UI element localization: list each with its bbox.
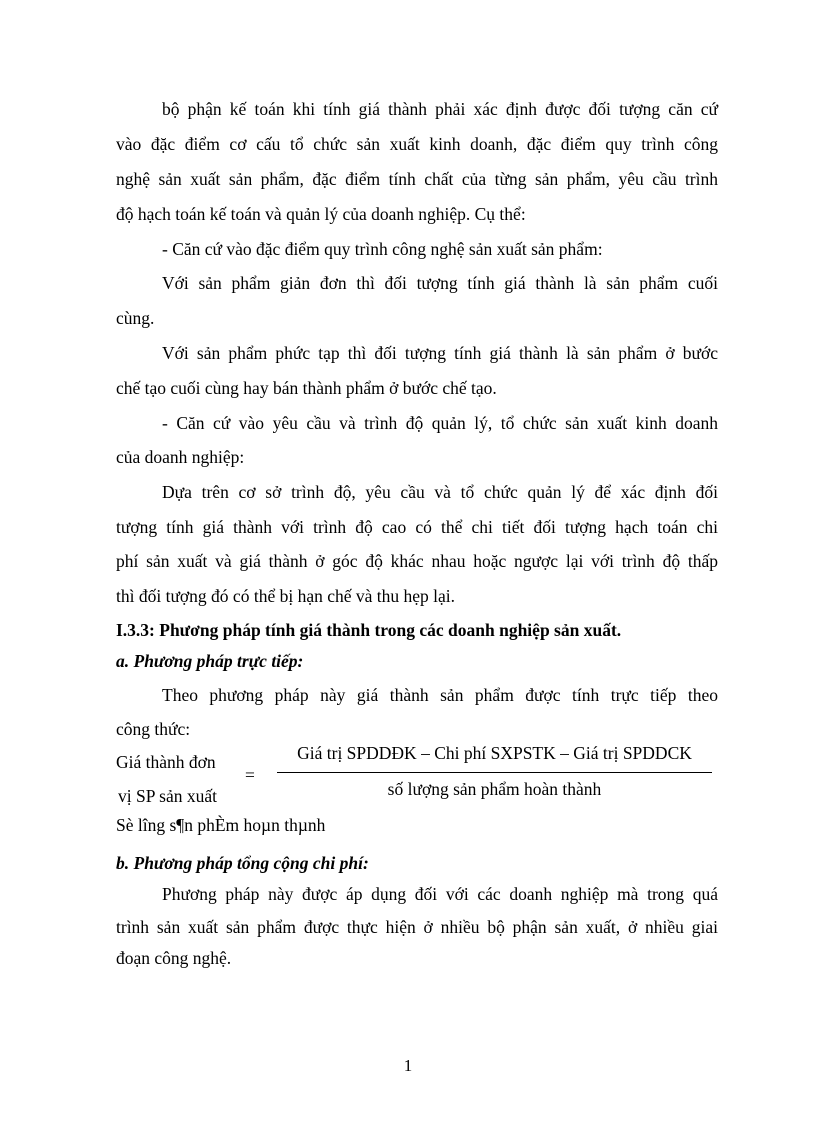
formula-numerator: Giá trị SPDDĐK – Chi phí SXPSTK – Giá trị SPDDCK	[297, 743, 692, 763]
paragraph-line: của doanh nghiệp:	[116, 447, 245, 467]
paragraph-line: Với sản phẩm giản đơn thì đối tượng tính giá thành là sản phẩm cuối	[162, 273, 718, 293]
paragraph-line: Phương pháp này được áp dụng đối với các doanh nghiệp mà trong quá	[162, 884, 718, 904]
formula-lhs-line-1: Giá thành đơn	[116, 752, 216, 772]
paragraph-line: cùng.	[116, 308, 155, 328]
paragraph-line: vào đặc điểm cơ cấu tổ chức sản xuất kinh doanh, đặc điểm quy trình công	[116, 134, 718, 154]
paragraph-line: phí sản xuất và giá thành ở góc độ khác nhau hoặc ngược lại với trình độ thấp	[116, 551, 718, 571]
page-number: 1	[403, 1056, 413, 1075]
subsection-heading-b: b. Phương pháp tổng cộng chi phí:	[116, 853, 369, 873]
paragraph-line: trình sản xuất sản phẩm được thực hiện ở nhiều bộ phận sản xuất, ở nhiều giai	[116, 917, 718, 937]
garbled-text-line: Sè lîng s¶n phÈm hoµn thµnh	[116, 815, 326, 835]
fraction-bar	[277, 772, 712, 773]
paragraph-line: đoạn công nghệ.	[116, 948, 232, 968]
formula-lhs-line-2: vị SP sản xuất	[118, 786, 218, 806]
formula-equals-sign: =	[245, 765, 255, 785]
paragraph-line: chế tạo cuối cùng hay bán thành phẩm ở bước chế tạo.	[116, 378, 497, 398]
paragraph-line: độ hạch toán kế toán và quản lý của doanh nghiệp. Cụ thể:	[116, 204, 526, 224]
paragraph-line: bộ phận kế toán khi tính giá thành phải xác định được đối tượng căn cứ	[162, 99, 718, 119]
paragraph-line: Với sản phẩm phức tạp thì đối tượng tính giá thành là sản phẩm ở bước	[162, 343, 718, 363]
paragraph-line: - Căn cứ vào yêu cầu và trình độ quản lý, tổ chức sản xuất kinh doanh	[162, 413, 718, 433]
paragraph-line: tượng tính giá thành với trình độ cao có thể chi tiết đối tượng hạch toán chi	[116, 517, 718, 537]
paragraph-line: công thức:	[116, 719, 191, 739]
paragraph-line: nghệ sản xuất sản phẩm, đặc điểm tính chất của từng sản phẩm, yêu cầu trình	[116, 169, 718, 189]
paragraph-line: thì đối tượng đó có thể bị hạn chế và thu hẹp lại.	[116, 586, 456, 606]
formula-denominator: số lượng sản phẩm hoàn thành	[387, 779, 602, 799]
paragraph-line: - Căn cứ vào đặc điểm quy trình công nghệ sản xuất sản phẩm:	[162, 239, 603, 259]
paragraph-line: Dựa trên cơ sở trình độ, yêu cầu và tổ chức quản lý để xác định đối	[162, 482, 718, 502]
paragraph-line: Theo phương pháp này giá thành sản phẩm được tính trực tiếp theo	[162, 685, 718, 705]
section-heading: I.3.3: Phương pháp tính giá thành trong các doanh nghiệp sản xuất.	[116, 620, 622, 640]
subsection-heading-a: a. Phương pháp trực tiếp:	[116, 651, 304, 671]
